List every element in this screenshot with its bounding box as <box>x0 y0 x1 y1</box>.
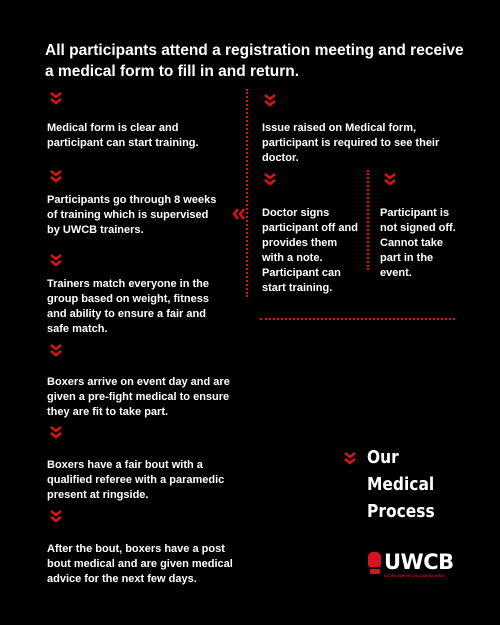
title-line: Medical <box>367 474 435 495</box>
title-line: Our <box>367 447 399 468</box>
divider-dotted-vertical <box>246 89 248 297</box>
chevron-down-icon <box>49 426 63 440</box>
chevron-down-icon <box>49 510 63 524</box>
step-matching: Trainers match everyone in the group based on weight, fitness and ability to ensure a fair and safe match. <box>47 278 210 335</box>
branch-not-signed-off: Participant is not signed off. Cannot take part in the event. <box>380 207 456 279</box>
divider-dotted-horizontal <box>260 318 455 320</box>
step-medical-clear: Medical form is clear and participant can start training. <box>47 122 199 149</box>
page-title <box>367 444 435 525</box>
chevron-down-icon <box>263 94 277 108</box>
branch-issue: Issue raised on Medical form, participant is required to see their doctor. <box>262 122 440 164</box>
chevron-down-icon <box>49 344 63 358</box>
chevron-down-icon <box>383 173 397 187</box>
chevron-left-icon <box>232 207 246 221</box>
intro-text: All participants attend a registration meeting and receive a medical form to fill in and return. <box>45 42 464 80</box>
chevron-down-icon <box>49 170 63 184</box>
branch-signed-off: Doctor signs participant off and provides them with a note. Participant can start training. <box>262 207 358 294</box>
chevron-down-icon <box>49 92 63 106</box>
logo-text: UWCB <box>384 550 454 574</box>
uwcb-logo <box>367 549 457 581</box>
step-fair-bout: Boxers have a fair bout with a qualified referee with a paramedic present at ringside. <box>47 459 225 501</box>
step-post-bout: After the bout, boxers have a post bout medical and are given medical advice for the next few days. <box>47 543 233 585</box>
step-event-day: Boxers arrive on event day and are given a pre-fight medical to ensure they are fit to take part. <box>47 376 230 418</box>
divider-dotted-vertical <box>367 170 369 270</box>
chevron-down-icon <box>263 173 277 187</box>
title-line: Process <box>367 501 435 522</box>
logo-tagline: ULTRA WHITE COLLAR BOXING <box>384 574 445 578</box>
step-training: Participants go through 8 weeks of training which is supervised by UWCB trainers. <box>47 194 217 236</box>
chevron-down-icon <box>343 452 357 466</box>
boxing-glove-icon <box>367 551 383 575</box>
chevron-down-icon <box>49 254 63 268</box>
